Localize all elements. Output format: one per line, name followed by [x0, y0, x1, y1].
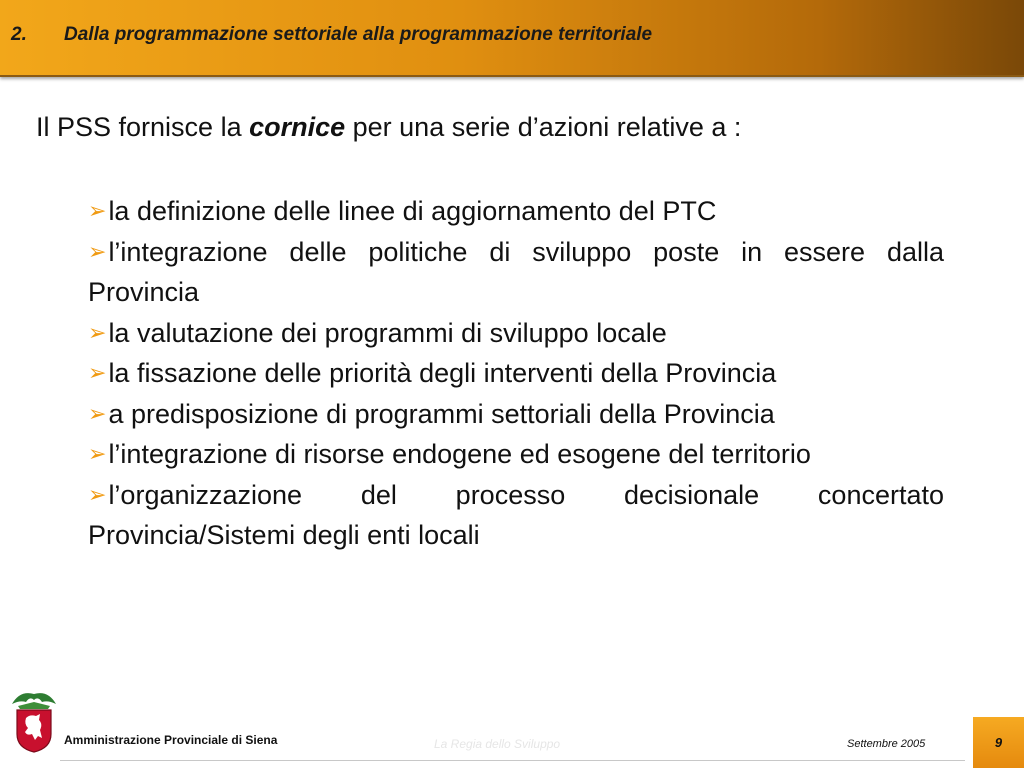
- province-crest-icon: [8, 688, 60, 754]
- bullet-text: l’organizzazione del processo decisionale concertato Provincia/Sistemi degli enti locali: [88, 479, 944, 550]
- arrow-right-icon: ➢: [88, 481, 107, 507]
- page-number: 9: [994, 735, 1003, 750]
- bullet-item: [88, 191, 944, 232]
- bullet-item: [88, 475, 944, 556]
- arrow-right-icon: ➢: [88, 360, 107, 385]
- bullet-item: [88, 232, 944, 313]
- intro-emphasis: cornice: [249, 112, 346, 142]
- bullet-item: [88, 434, 944, 475]
- bullet-text: l’integrazione di risorse endogene ed esogene del territorio: [108, 439, 811, 469]
- arrow-right-icon: ➢: [88, 198, 107, 223]
- bullet-text: la valutazione dei programmi di sviluppo locale: [108, 317, 667, 348]
- intro-before: Il PSS fornisce la: [36, 112, 250, 142]
- arrow-right-icon: ➢: [88, 441, 107, 466]
- bullet-text: a predisposizione di programmi settoriali della Provincia: [108, 398, 775, 429]
- slide-header: [0, 0, 1024, 77]
- section-number: 2.: [11, 24, 27, 45]
- arrow-right-icon: ➢: [88, 319, 107, 345]
- bullet-item: [88, 394, 944, 435]
- bullet-text: la definizione delle linee di aggiornamento del PTC: [108, 196, 717, 226]
- footer-watermark: La Regia dello Sviluppo: [434, 737, 561, 751]
- page-number-badge: [973, 717, 1024, 768]
- arrow-right-icon: ➢: [88, 400, 107, 426]
- bullet-item: [88, 313, 944, 354]
- footer-date: Settembre 2005: [847, 738, 926, 750]
- organization-name: Amministrazione Provinciale di Siena: [64, 733, 278, 747]
- bullet-item: [88, 353, 944, 394]
- bullet-list: [88, 191, 944, 556]
- slide-title: Dalla programmazione settoriale alla programmazione territoriale: [64, 24, 653, 45]
- intro-after: per una serie d’azioni relative a :: [345, 112, 742, 142]
- arrow-right-icon: ➢: [88, 238, 107, 264]
- bullet-text: l’integrazione delle politiche di sviluppo poste in essere dalla Provincia: [88, 236, 944, 307]
- footer-divider: [60, 760, 965, 761]
- bullet-text: la fissazione delle priorità degli interventi della Provincia: [108, 358, 777, 388]
- intro-text: [36, 112, 976, 143]
